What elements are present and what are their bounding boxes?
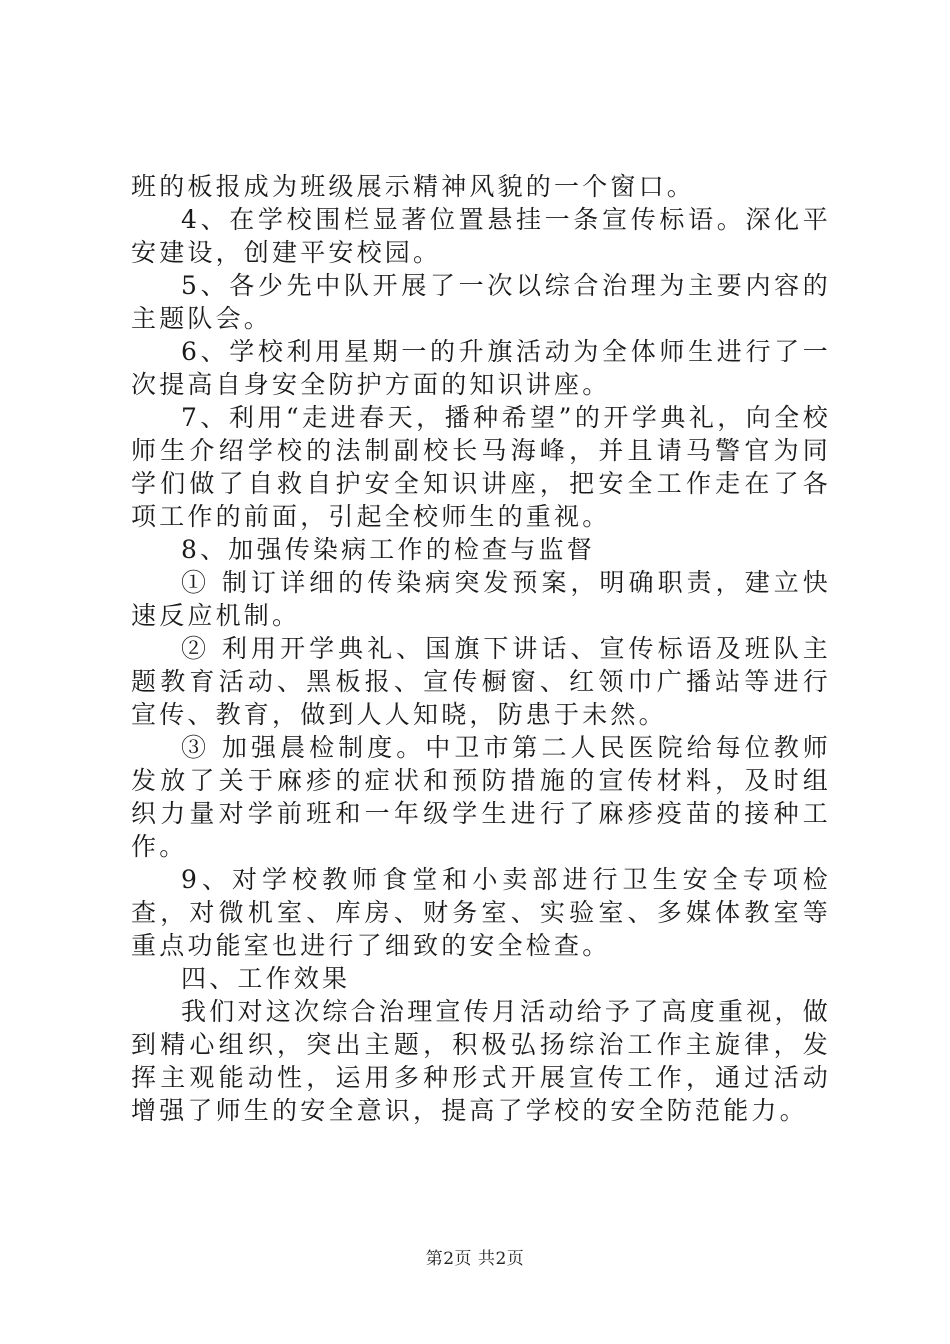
section-heading: 四、工作效果 (181, 964, 351, 993)
paragraph-1: 班的板报成为班级展示精神风貌的一个窗口。 (131, 172, 696, 201)
paragraph-6: 8、加强传染病工作的检查与监督 (181, 535, 595, 564)
paragraph-3: 5、各少先中队开展了一次以综合治理为主要内容的主题队会。 (131, 271, 831, 333)
paragraph-7: ① 制订详细的传染病突发预案，明确职责，建立快速反应机制。 (131, 568, 831, 630)
paragraph-12: 我们对这次综合治理宣传月活动给予了高度重视，做到精心组织，突出主题，积极弘扬综治工作主旋律，发挥主观能动性，运用多种形式开展宣传工作，通过活动增强了师生的安全意识，提高了学校的安全防范能力。 (131, 997, 831, 1125)
paragraph-2: 4、在学校围栏显著位置悬挂一条宣传标语。深化平安建设，创建平安校园。 (131, 205, 831, 267)
paragraph-9: ③ 加强晨检制度。中卫市第二人民医院给每位教师发放了关于麻疹的症状和预防措施的宣传材料，及时组织力量对学前班和一年级学生进行了麻疹疫苗的接种工作。 (131, 733, 831, 861)
paragraph-10: 9、对学校教师食堂和小卖部进行卫生安全专项检查，对微机室、库房、财务室、实验室、多媒体教室等重点功能室也进行了细致的安全检查。 (131, 865, 831, 960)
paragraph-5: 7、利用“走进春天，播种希望”的开学典礼，向全校师生介绍学校的法制副校长马海峰，并且请马警官为同学们做了自救自护安全知识讲座，把安全工作走在了各项工作的前面，引起全校师生的重视。 (131, 403, 831, 531)
document-body (131, 170, 831, 1127)
page-footer: 第2页 共2页 (425, 1249, 525, 1269)
paragraph-8: ② 利用开学典礼、国旗下讲话、宣传标语及班队主题教育活动、黑板报、宣传橱窗、红领巾广播站等进行宣传、教育，做到人人知晓，防患于未然。 (131, 634, 831, 729)
paragraph-4: 6、学校利用星期一的升旗活动为全体师生进行了一次提高自身安全防护方面的知识讲座。 (131, 337, 831, 399)
